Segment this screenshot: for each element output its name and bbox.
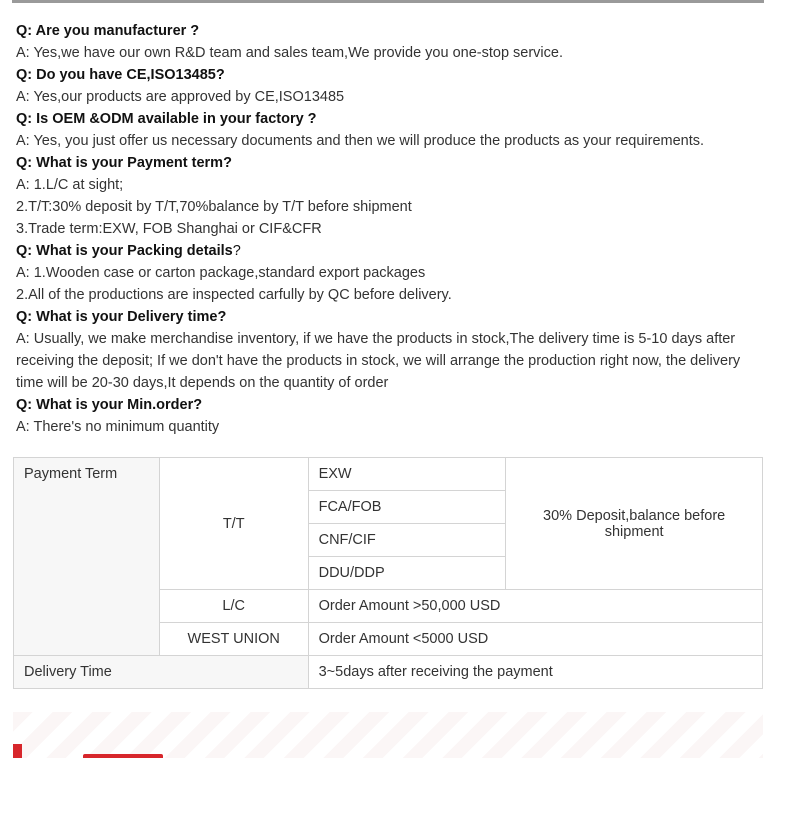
banner-red-mark	[13, 744, 22, 758]
faq-question: Q: What is your Min.order?	[16, 397, 203, 413]
deposit-terms: 30% Deposit,balance before shipment	[506, 458, 763, 590]
faq-section	[16, 20, 764, 438]
faq-answer: A: There's no minimum quantity	[16, 419, 220, 435]
delivery-time-label: Delivery Time	[14, 656, 309, 689]
faq-question: Q: Are you manufacturer ?	[16, 23, 200, 39]
faq-answer: 3.Trade term:EXW, FOB Shanghai or CIF&CFR	[16, 221, 322, 237]
faq-answer: 2.T/T:30% deposit by T/T,70%balance by T/T before shipment	[16, 199, 412, 215]
faq-question	[16, 240, 764, 262]
faq-answer: A: Yes, you just offer us necessary documents and then we will produce the products as your requirements.	[16, 133, 705, 149]
faq-question: Q: What is your Delivery time?	[16, 309, 227, 325]
faq-answer: A: Yes,we have our own R&D team and sales team,We provide you one-stop service.	[16, 45, 563, 61]
west-union-method: WEST UNION	[159, 623, 308, 656]
west-union-order-amount: Order Amount <5000 USD	[308, 623, 762, 656]
faq-question-suffix: ?	[232, 243, 241, 259]
faq-answer: A: 1.Wooden case or carton package,standard export packages	[16, 265, 426, 281]
tt-method: T/T	[159, 458, 308, 590]
faq-question-text: Q: What is your Packing details	[16, 243, 233, 259]
trade-term-exw: EXW	[308, 458, 506, 491]
faq-answer: A: 1.L/C at sight;	[16, 177, 124, 193]
trade-term-fca-fob: FCA/FOB	[308, 491, 506, 524]
delivery-time-value: 3~5days after receiving the payment	[308, 656, 762, 689]
faq-answer: 2.All of the productions are inspected carfully by QC before delivery.	[16, 287, 452, 303]
faq-question: Q: Do you have CE,ISO13485?	[16, 67, 225, 83]
trade-term-cnf-cif: CNF/CIF	[308, 524, 506, 557]
payment-terms-table	[13, 457, 763, 689]
faq-question: Q: What is your Payment term?	[16, 155, 232, 171]
payment-term-label: Payment Term	[14, 458, 160, 656]
trade-term-ddu-ddp: DDU/DDP	[308, 557, 506, 590]
lc-method: L/C	[159, 590, 308, 623]
banner-red-stroke	[83, 754, 163, 758]
faq-answer: A: Yes,our products are approved by CE,ISO13485	[16, 89, 345, 105]
decorative-banner	[13, 712, 763, 758]
top-divider	[12, 0, 764, 3]
faq-answer: A: Usually, we make merchandise inventory, if we have the products in stock,The delivery time is 5-10 days after receiving the deposit; If we don't have the products in stock, we will arrange the production right now, the delivery time will be 20-30 days,It depends on the quantity of order	[16, 331, 741, 391]
faq-question: Q: Is OEM &ODM available in your factory ?	[16, 111, 317, 127]
lc-order-amount: Order Amount >50,000 USD	[308, 590, 762, 623]
